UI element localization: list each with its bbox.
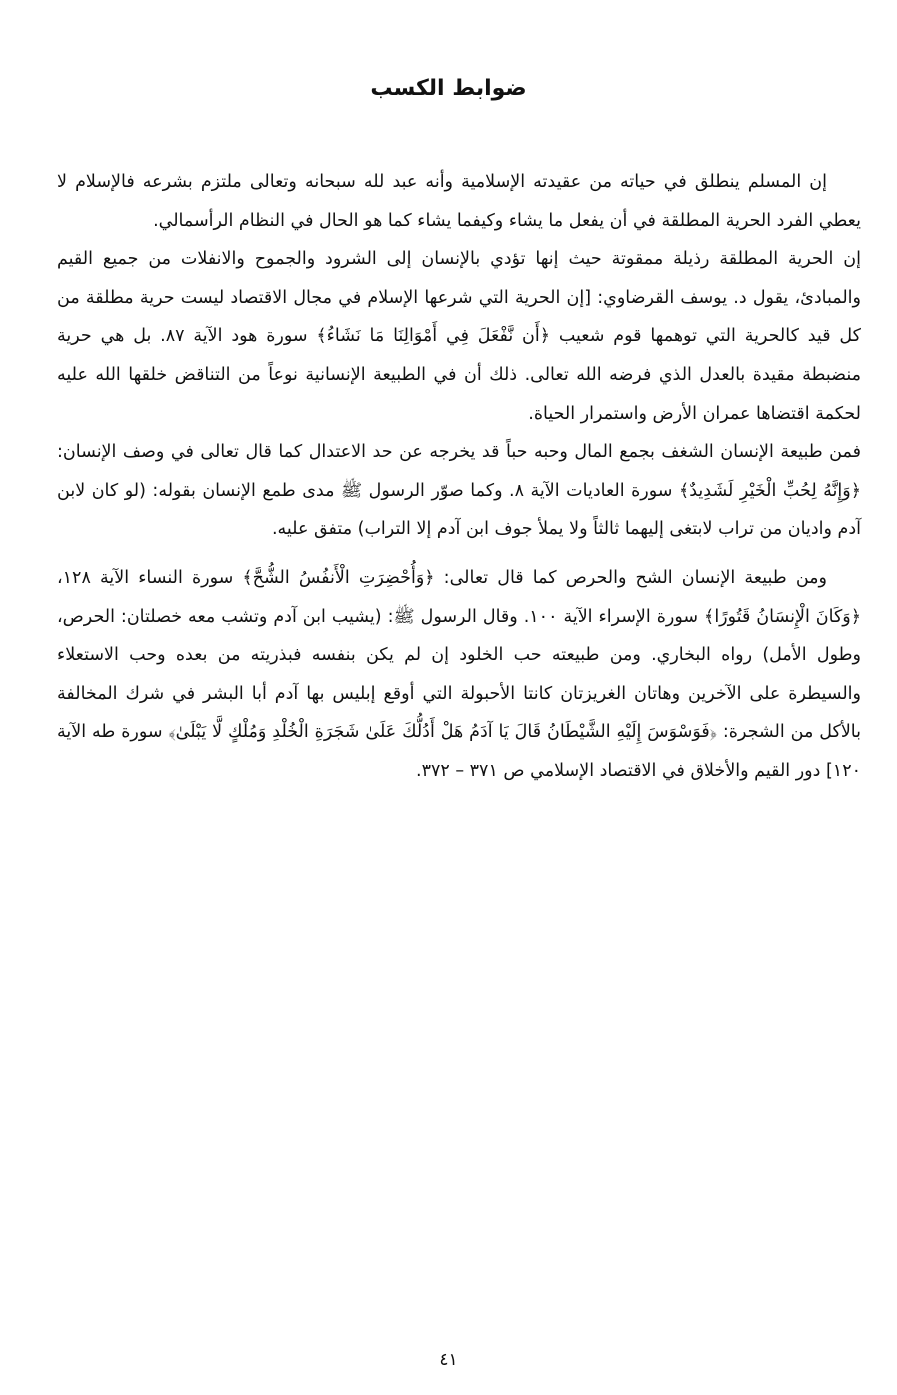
page-number: ٤١: [439, 1350, 458, 1370]
page-title: ضوابط الكسب: [370, 76, 527, 101]
body-text: [57, 163, 861, 791]
paragraph-4: ومن طبيعة الإنسان الشح والحرص كما قال تعالى: ﴿وَأُحْضِرَتِ الْأَنفُسُ الشُّحَّ﴾ سورة النساء الآية ١٢٨، ﴿وَكَانَ الْإِنسَانُ قَتُورًا﴾ سورة الإسراء الآية ١٠٠. وقال الرسول ﷺ: (يشيب ابن آدم وتشب معه خصلتان: الحرص، وطول الأمل) رواه البخاري. ومن طبيعته حب الخلود إن لم يكن بنفسه فبذريته من بعده وحب الاستعلاء والسيطرة على الآخرين وهاتان الغريزتان كانتا الأحبولة التي أوقع إبليس بها آدم أبا البشر في شرك المخالفة بالأكل من الشجرة: ﴿فَوَسْوَسَ إِلَيْهِ الشَّيْطَانُ قَالَ يَا آدَمُ هَلْ أَدُلُّكَ عَلَىٰ شَجَرَةِ الْخُلْدِ وَمُلْكٍ لَّا يَبْلَىٰ﴾ سورة طه الآية ١٢٠] دور القيم والأخلاق في الاقتصاد الإسلامي ص ٣٧١ – ٣٧٢.: [57, 567, 861, 781]
paragraph-3: فمن طبيعة الإنسان الشغف بجمع المال وحبه حباً قد يخرجه عن حد الاعتدال كما قال تعالى في وصف الإنسان: ﴿وَإِنَّهُ لِحُبِّ الْخَيْرِ لَشَدِيدٌ﴾ سورة العاديات الآية ٨. وكما صوّر الرسول ﷺ مدى طمع الإنسان بقوله: (لو كان لابن آدم واديان من تراب لابتغى إليهما ثالثاً ولا يملأ جوف ابن آدم إلا التراب) متفق عليه.: [57, 442, 861, 540]
paragraph-2: إن الحرية المطلقة رذيلة ممقوتة حيث إنها تؤدي بالإنسان إلى الشرود والجموح والانفلات من جميع القيم والمبادئ، يقول د. يوسف القرضاوي: [إن الحرية التي شرعها الإسلام في مجال الاقتصاد ليست حرية مطلقة من كل قيد كالحرية التي توهمها قوم شعيب ﴿أَن نَّفْعَلَ فِي أَمْوَالِنَا مَا نَشَاءُ﴾ سورة هود الآية ٨٧. بل هي حرية منضبطة مقيدة بالعدل الذي فرضه الله تعالى. ذلك أن في الطبيعة الإنسانية نوعاً من التناقض خلقها الله عليه لحكمة اقتضاها عمران الأرض واستمرار الحياة.: [57, 249, 861, 424]
paragraph-1: إن المسلم ينطلق في حياته من عقيدته الإسلامية وأنه عبد لله سبحانه وتعالى ملتزم بشرعه فالإسلام لا يعطي الفرد الحرية المطلقة في أن يفعل ما يشاء وكيفما يشاء كما هو الحال في النظام الرأسمالي.: [57, 172, 861, 231]
